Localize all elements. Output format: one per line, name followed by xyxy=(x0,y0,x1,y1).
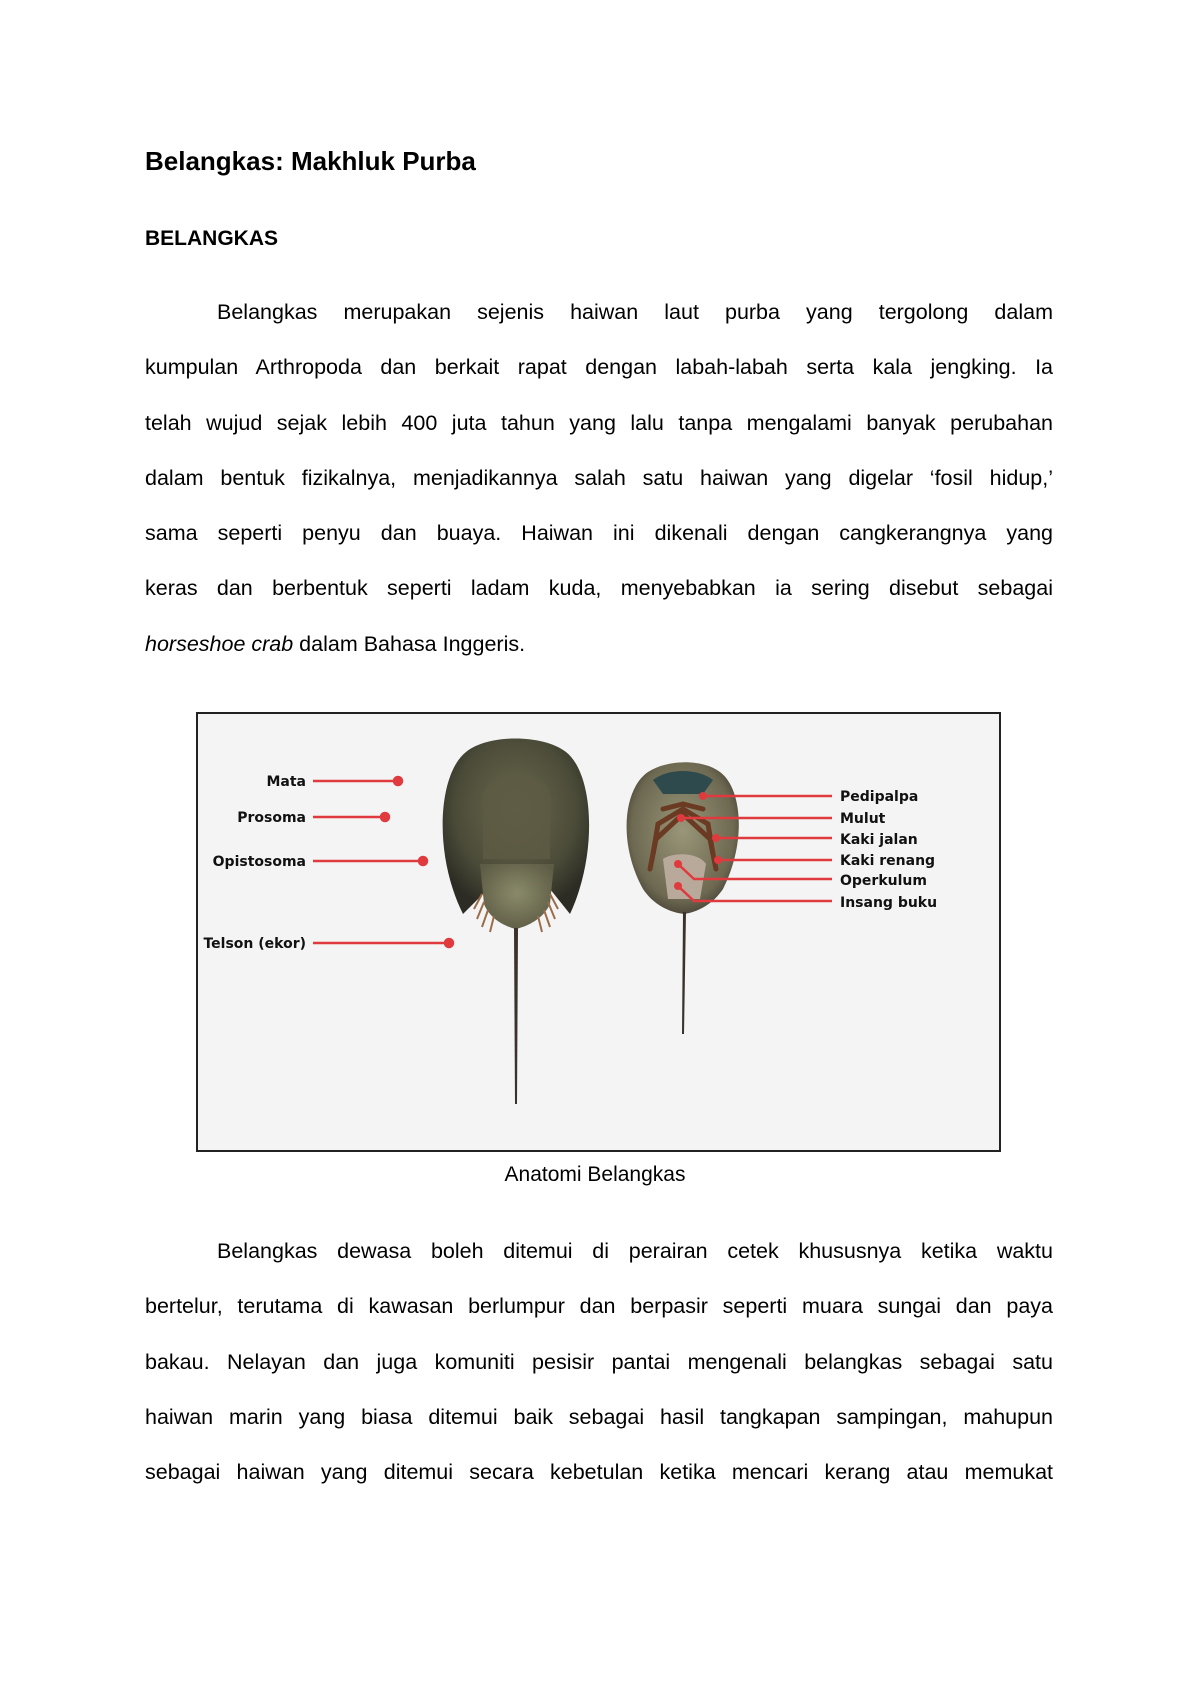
dorsal-crab-image xyxy=(443,739,589,1105)
label-pedipalpa: Pedipalpa xyxy=(840,789,919,805)
paragraph-line: dalam bentuk fizikalnya, menjadikannya salah satu haiwan yang digelar ‘fosil hidup,’ xyxy=(145,465,1053,490)
paragraph-habitat xyxy=(145,1224,1053,1500)
paragraph-line xyxy=(145,617,1053,672)
label-insang-buku: Insang buku xyxy=(840,895,938,911)
label-kaki-renang: Kaki renang xyxy=(840,853,936,869)
label-mata: Mata xyxy=(266,774,306,790)
anatomy-illustration xyxy=(198,714,999,1150)
label-prosoma: Prosoma xyxy=(237,810,306,826)
section-heading: BELANGKAS xyxy=(145,227,279,250)
paragraph-line: bertelur, terutama di kawasan berlumpur dan berpasir seperti muara sungai dan paya xyxy=(145,1294,1053,1319)
anatomy-figure xyxy=(196,712,1001,1152)
document-title: Belangkas: Makhluk Purba xyxy=(145,146,476,176)
paragraph-line-rest: dalam Bahasa Inggeris. xyxy=(293,631,526,656)
italic-term: horseshoe crab xyxy=(145,631,294,656)
paragraph-line: telah wujud sejak lebih 400 juta tahun yang lalu tanpa mengalami banyak perubahan xyxy=(145,410,1053,435)
paragraph-line: Belangkas dewasa boleh ditemui di perairan cetek khususnya ketika waktu xyxy=(217,1239,1053,1263)
paragraph-line: Belangkas merupakan sejenis haiwan laut purba yang tergolong dalam xyxy=(217,300,1053,324)
paragraph-line: sama seperti penyu dan buaya. Haiwan ini dikenali dengan cangkerangnya yang xyxy=(145,521,1053,546)
paragraph-intro xyxy=(145,285,1053,672)
label-telson: Telson (ekor) xyxy=(203,936,306,952)
paragraph-line: haiwan marin yang biasa ditemui baik sebagai hasil tangkapan sampingan, mahupun xyxy=(145,1404,1053,1429)
paragraph-line: sebagai haiwan yang ditemui secara kebetulan ketika mencari kerang atau memukat xyxy=(145,1460,1053,1485)
paragraph-line: bakau. Nelayan dan juga komuniti pesisir pantai mengenali belangkas sebagai satu xyxy=(145,1349,1053,1374)
label-mulut: Mulut xyxy=(840,811,886,827)
ventral-crab-image xyxy=(627,762,739,1034)
paragraph-line: keras dan berbentuk seperti ladam kuda, menyebabkan ia sering disebut sebagai xyxy=(145,576,1053,601)
figure-caption: Anatomi Belangkas xyxy=(504,1163,686,1186)
paragraph-line: kumpulan Arthropoda dan berkait rapat dengan labah-labah serta kala jengking. Ia xyxy=(145,355,1053,380)
label-operkulum: Operkulum xyxy=(840,873,927,889)
label-opistosoma: Opistosoma xyxy=(212,854,306,870)
label-kaki-jalan: Kaki jalan xyxy=(840,832,918,848)
